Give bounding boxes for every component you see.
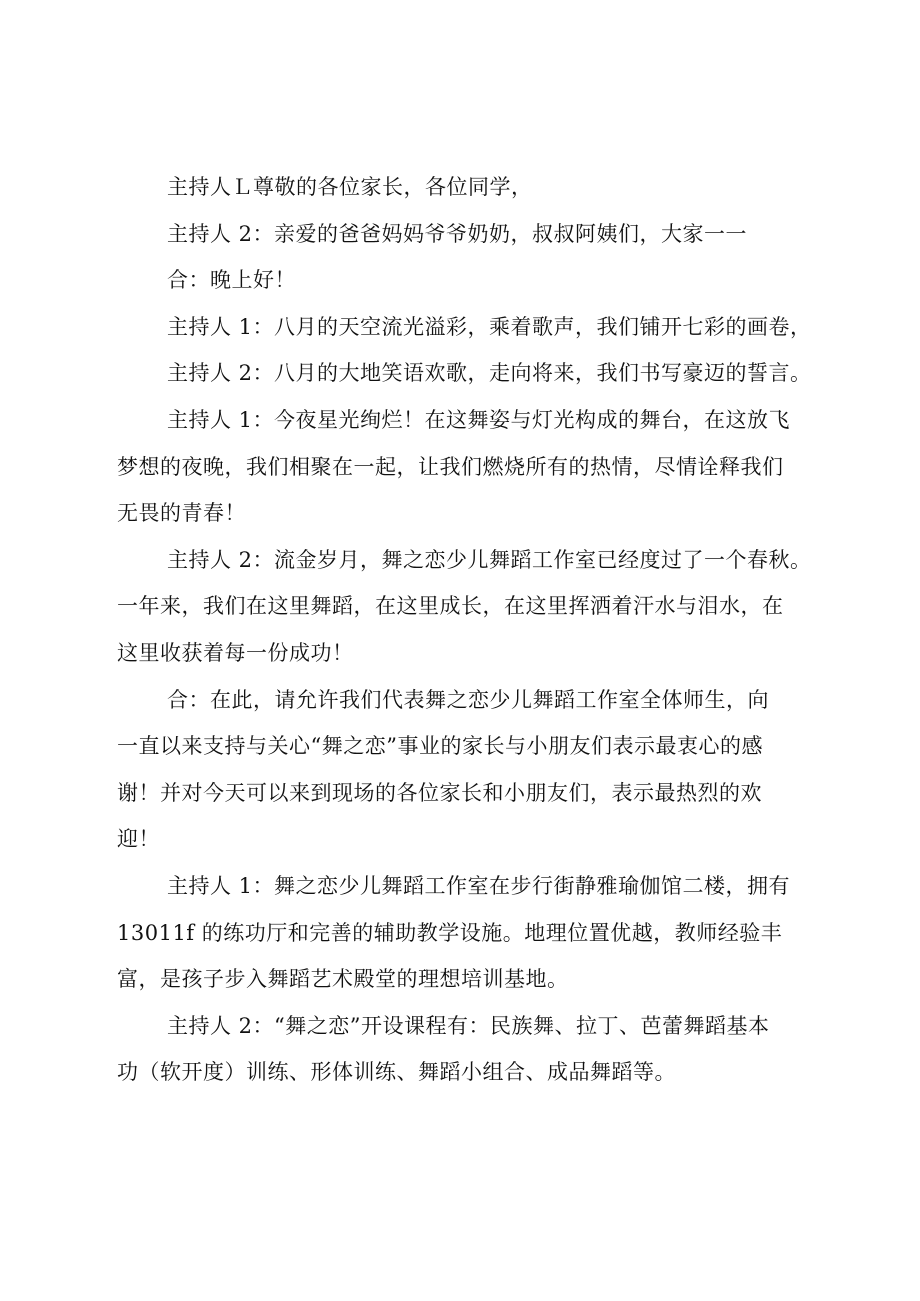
text-line: 合：晚上好！ [167,268,296,293]
text-line: 这里收获着每一份成功！ [117,640,354,665]
text-line: 主持人 1：今夜星光绚烂！在这舞姿与灯光构成的舞台，在这放飞 [167,407,791,432]
text-line: 一直以来支持与关心“舞之恋”事业的家长与小朋友们表示最衷心的感 [117,734,763,759]
paragraph-august-sky [117,304,829,351]
text-line: 主持人 2：流金岁月，舞之恋少儿舞蹈工作室已经度过了一个春秋。 [167,547,812,572]
text-line: 合：在此，请允许我们代表舞之恋少儿舞蹈工作室全体师生，向 [167,687,769,712]
text-line: 主持人 1：舞之恋少儿舞蹈工作室在步行街静雅瑜伽馆二楼，拥有 [167,873,791,898]
paragraph-studio-location [117,863,829,1003]
document-body [117,164,829,1096]
text-line: 一年来，我们在这里舞蹈，在这里成长，在这里挥洒着汗水与泪水，在 [117,594,784,619]
paragraph-studio-year [117,537,829,677]
text-line: 梦想的夜晚，我们相聚在一起，让我们燃烧所有的热情，尽情诠释我们 [117,454,784,479]
text-line: 13011f 的练功厅和完善的辅助教学设施。地理位置优越，教师经验丰 [117,920,783,945]
paragraph-august-earth [117,350,829,397]
text-line: 功（软开度）训练、形体训练、舞蹈小组合、成品舞蹈等。 [117,1060,676,1085]
text-line: 主持人 2：“舞之恋”开设课程有：民族舞、拉丁、芭蕾舞蹈基本 [167,1013,770,1038]
text-line: 无畏的青春！ [117,501,246,526]
paragraph-greeting-host2 [117,211,829,258]
text-line: 主持人 1：八月的天空流光溢彩，乘着歌声，我们铺开七彩的画卷， [167,314,812,339]
paragraph-courses [117,1003,829,1096]
text-line: 谢！并对今天可以来到现场的各位家长和小朋友们，表示最热烈的欢 [117,780,762,805]
paragraph-thanks [117,677,829,863]
paragraph-together-greeting [117,257,829,304]
paragraph-starry-night [117,397,829,537]
paragraph-greeting-host1 [117,164,829,211]
text-line: 富，是孩子步入舞蹈艺术殿堂的理想培训基地。 [117,967,569,992]
text-line: 主持人 2：亲爱的爸爸妈妈爷爷奶奶，叔叔阿姨们，大家一一 [167,221,748,246]
text-line: 主持人 2：八月的大地笑语欢歌，走向将来，我们书写豪迈的誓言。 [167,361,812,386]
text-line: 迎！ [117,827,160,852]
text-line: 主持人Ｌ尊敬的各位家长，各位同学， [167,175,533,199]
